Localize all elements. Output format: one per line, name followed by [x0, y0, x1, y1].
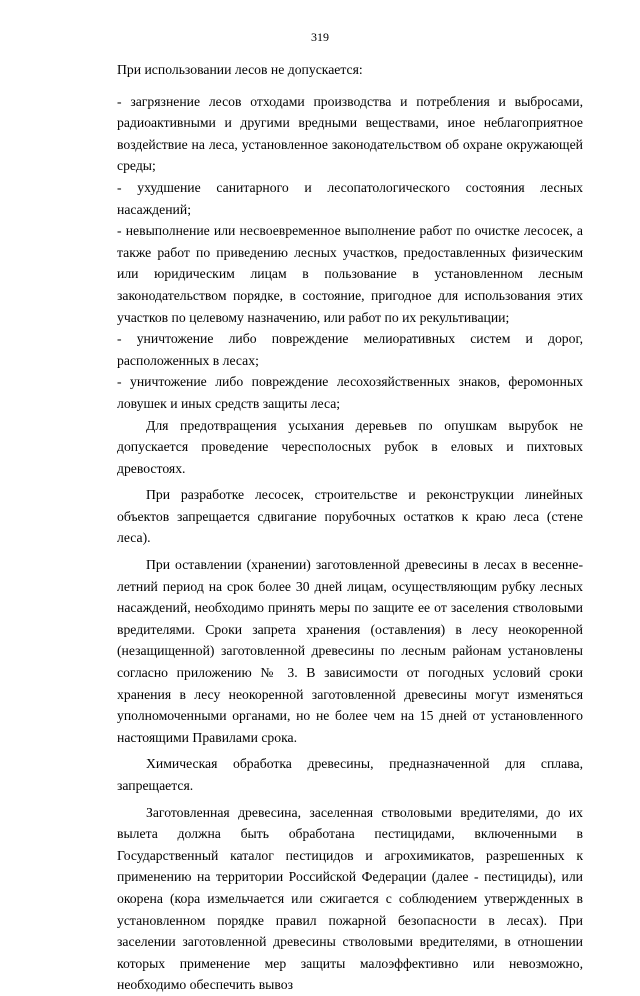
body-paragraph: При оставлении (хранении) заготовленной древесины в лесах в весенне-летний период на срок более 30 дней лицам, осуществляющим рубку лесных насаждений, необходимо принять меры по защите ее от заселения стволовыми вредителями. Сроки запрета хранения (оставления) в лесу неокоренной (незащищенной) заготовленной древесины по лесным районам установлены согласно приложению № 3. В зависимости от погодных условий сроки хранения в лесу неокоренной заготовленной древесины могут изменяться уполномоченными органами, но не более чем на 15 дней от установленного настоящими Правилами срока.: [117, 557, 583, 745]
body-paragraph: При разработке лесосек, строительстве и реконструкции линейных объектов запрещается сдвигание порубочных остатков к краю леса (стене леса).: [117, 487, 583, 546]
list-item: - уничтожение либо повреждение мелиоративных систем и дорог, расположенных в лесах;: [117, 331, 583, 368]
intro-paragraph: При использовании лесов не допускается:: [117, 62, 363, 77]
body-paragraph: Химическая обработка древесины, предназначенной для сплава, запрещается.: [117, 756, 583, 793]
body-paragraph: Для предотвращения усыхания деревьев по опушкам вырубок не допускается проведение чересполосных рубок в еловых и пихтовых древостоях.: [117, 417, 583, 476]
list-item: - невыполнение или несвоевременное выполнение работ по очистке лесосек, а также работ по приведению лесных участков, предоставленных физическим или юридическим лицам в пользование в установленном лесным законодательством порядке, в состояние, пригодное для использования этих участков по целевому назначению, или работ по их рекультивации;: [117, 223, 583, 325]
page-number: 319: [311, 30, 329, 44]
body-paragraph: Заготовленная древесина, заселенная стволовыми вредителями, до их вылета должна быть обработана пестицидами, включенными в Государственный каталог пестицидов и агрохимикатов, разрешенных к применению на территории Российской Федерации (далее - пестициды), или окорена (кора измельчается или сжигается с соблюдением утвержденных в установленном порядке правил пожарной безопасности в лесах). При заселении заготовленной древесины стволовыми вредителями, в отношении которых применение мер защиты малоэффективно или невозможно, необходимо обеспечить вывоз: [117, 804, 583, 993]
document-body: [117, 59, 583, 996]
list-item: - ухудшение санитарного и лесопатологического состояния лесных насаждений;: [117, 179, 583, 217]
list-item: - уничтожение либо повреждение лесохозяйственных знаков, феромонных ловушек и иных средств защиты леса;: [117, 374, 583, 411]
list-item: - загрязнение лесов отходами производства и потребления и выбросами, радиоактивными и другими вредными веществами, иное неблагоприятное воздействие на леса, установленное законодательством об охране окружающей среды;: [117, 93, 583, 174]
